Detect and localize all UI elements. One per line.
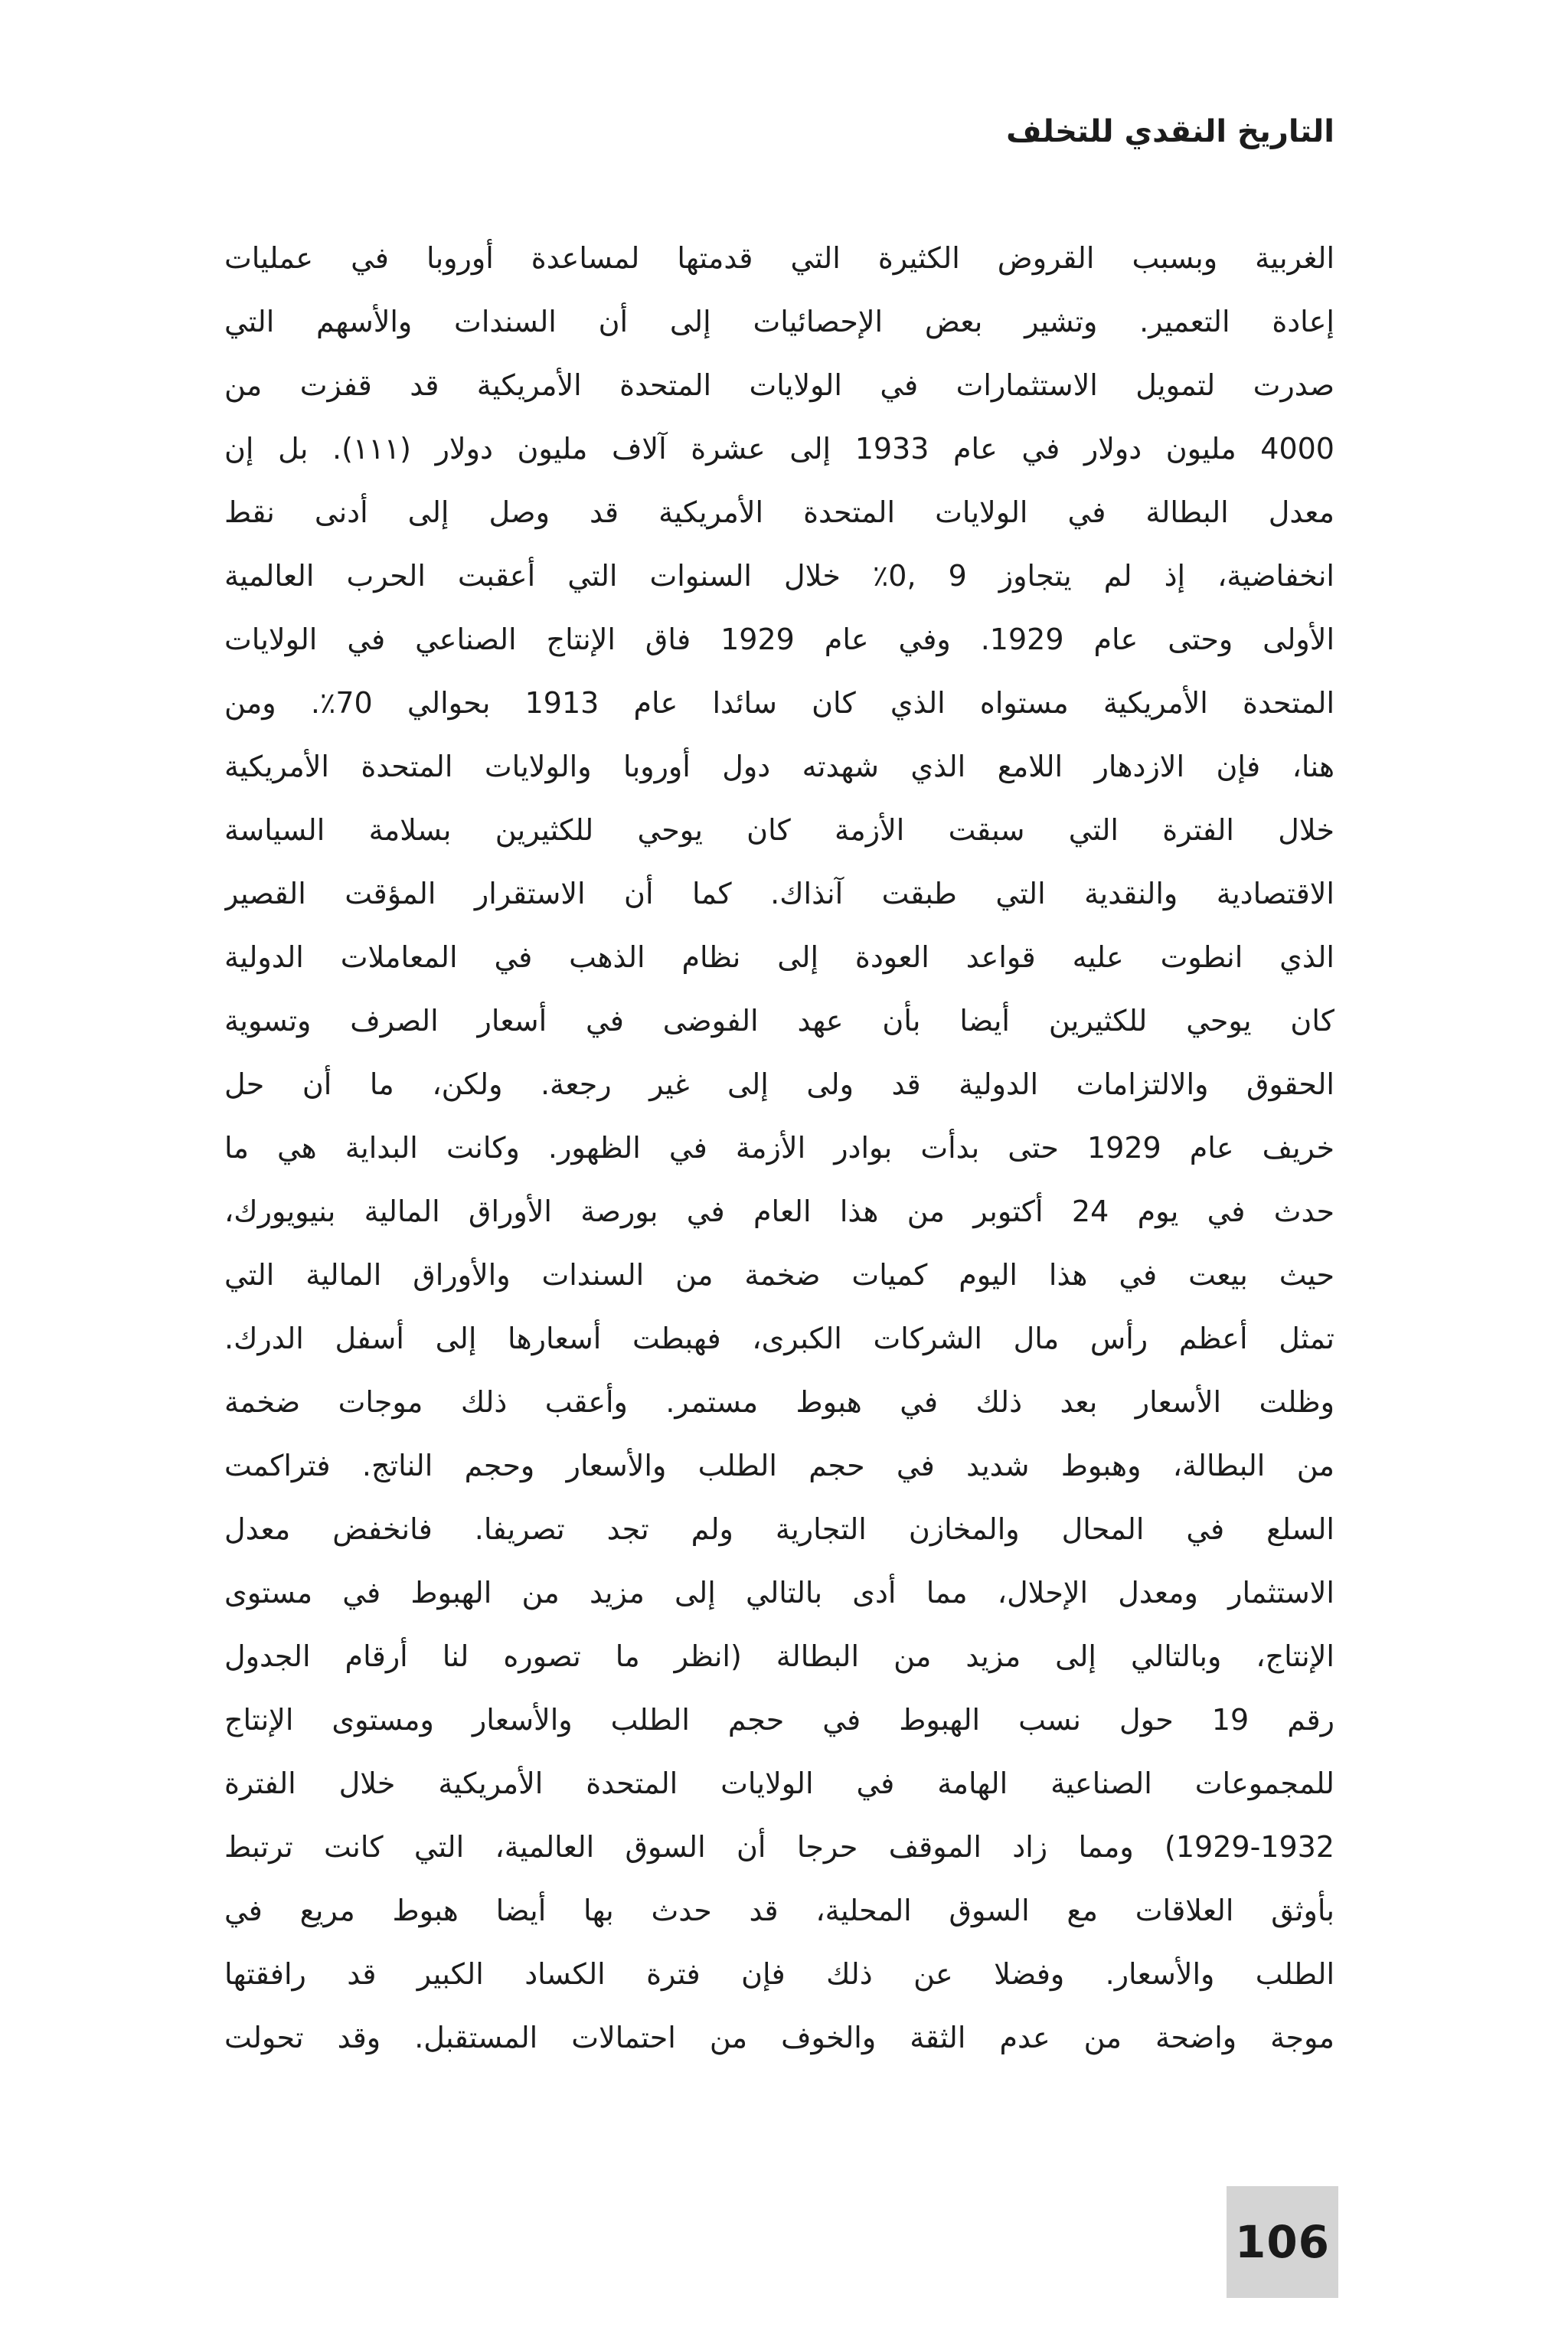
body-line: انخفاضية، إذ لم يتجاوز 9 ,0٪ خلال السنوات التي أعقبت الحرب العالمية	[224, 559, 1334, 593]
body-line: حيث بيعت في هذا اليوم كميات ضخمة من السندات والأوراق المالية التي	[224, 1258, 1334, 1292]
body-line: الطلب والأسعار. وفضلا عن ذلك فإن فترة الكساد الكبير قد رافقتها	[224, 1957, 1334, 1991]
body-line: كان يوحي للكثيرين أيضا بأن عهد الفوضى في أسعار الصرف وتسوية	[224, 1004, 1334, 1038]
body-line: هنا، فإن الازدهار اللامع الذي شهدته دول أوروبا والولايات المتحدة الأمريكية	[224, 750, 1334, 783]
page-number-box	[1227, 2186, 1338, 2298]
body-line: الاستثمار ومعدل الإحلال، مما أدى بالتالي إلى مزيد من الهبوط في مستوى	[224, 1576, 1334, 1610]
body-line: معدل البطالة في الولايات المتحدة الأمريكية قد وصل إلى أدنى نقط	[224, 495, 1334, 529]
body-line: إعادة التعمير. وتشير بعض الإحصائيات إلى أن السندات والأسهم التي	[224, 305, 1334, 338]
body-line: الغربية وبسبب القروض الكثيرة التي قدمتها لمساعدة أوروبا في عمليات	[224, 241, 1334, 275]
body-line: 1929-1932) ومما زاد الموقف حرجا أن السوق العالمية، التي كانت ترتبط	[224, 1830, 1334, 1864]
body-line: تمثل أعظم رأس مال الشركات الكبرى، فهبطت أسعارها إلى أسفل الدرك.	[224, 1322, 1334, 1355]
body-line: للمجموعات الصناعية الهامة في الولايات المتحدة الأمريكية خلال الفترة	[224, 1767, 1334, 1800]
body-line: رقم 19 حول نسب الهبوط في حجم الطلب والأسعار ومستوى الإنتاج	[224, 1703, 1334, 1737]
body-line: من البطالة، وهبوط شديد في حجم الطلب والأسعار وحجم الناتج. فتراكمت	[224, 1449, 1334, 1482]
body-line: بأوثق العلاقات مع السوق المحلية، قد حدث بها أيضا هبوط مريع في	[224, 1894, 1334, 1927]
body-line: خريف عام 1929 حتى بدأت بوادر الأزمة في الظهور. وكانت البداية هي ما	[224, 1131, 1334, 1165]
body-line: حدث في يوم 24 أكتوبر من هذا العام في بورصة الأوراق المالية بنيويورك،	[224, 1195, 1334, 1228]
page-number: 106	[1234, 2216, 1331, 2268]
body-line: موجة واضحة من عدم الثقة والخوف من احتمالات المستقبل. وقد تحولت	[224, 2021, 1334, 2054]
body-text	[224, 227, 1334, 2070]
body-line: الاقتصادية والنقدية التي طبقت آنذاك. كما أن الاستقرار المؤقت القصير	[224, 877, 1334, 910]
body-line: الذي انطوت عليه قواعد العودة إلى نظام الذهب في المعاملات الدولية	[224, 940, 1334, 974]
running-head-title: التاريخ النقدي للتخلف	[1006, 114, 1334, 149]
body-line: الإنتاج، وبالتالي إلى مزيد من البطالة (انظر ما تصوره لنا أرقام الجدول	[224, 1639, 1334, 1673]
body-line: الأولى وحتى عام 1929. وفي عام 1929 فاق الإنتاج الصناعي في الولايات	[224, 623, 1334, 656]
body-line: خلال الفترة التي سبقت الأزمة كان يوحي للكثيرين بسلامة السياسة	[224, 813, 1334, 847]
body-line: 4000 مليون دولار في عام 1933 إلى عشرة آلاف مليون دولار (١١١). بل إن	[224, 432, 1334, 466]
body-line: الحقوق والالتزامات الدولية قد ولى إلى غير رجعة. ولكن، ما أن حل	[224, 1067, 1334, 1101]
body-line: صدرت لتمويل الاستثمارات في الولايات المتحدة الأمريكية قد قفزت من	[224, 368, 1334, 402]
body-line: السلع في المحال والمخازن التجارية ولم تجد تصريفا. فانخفض معدل	[224, 1512, 1334, 1546]
body-line: المتحدة الأمريكية مستواه الذي كان سائدا عام 1913 بحوالي 70٪. ومن	[224, 686, 1334, 720]
body-line: وظلت الأسعار بعد ذلك في هبوط مستمر. وأعقب ذلك موجات ضخمة	[224, 1385, 1334, 1419]
